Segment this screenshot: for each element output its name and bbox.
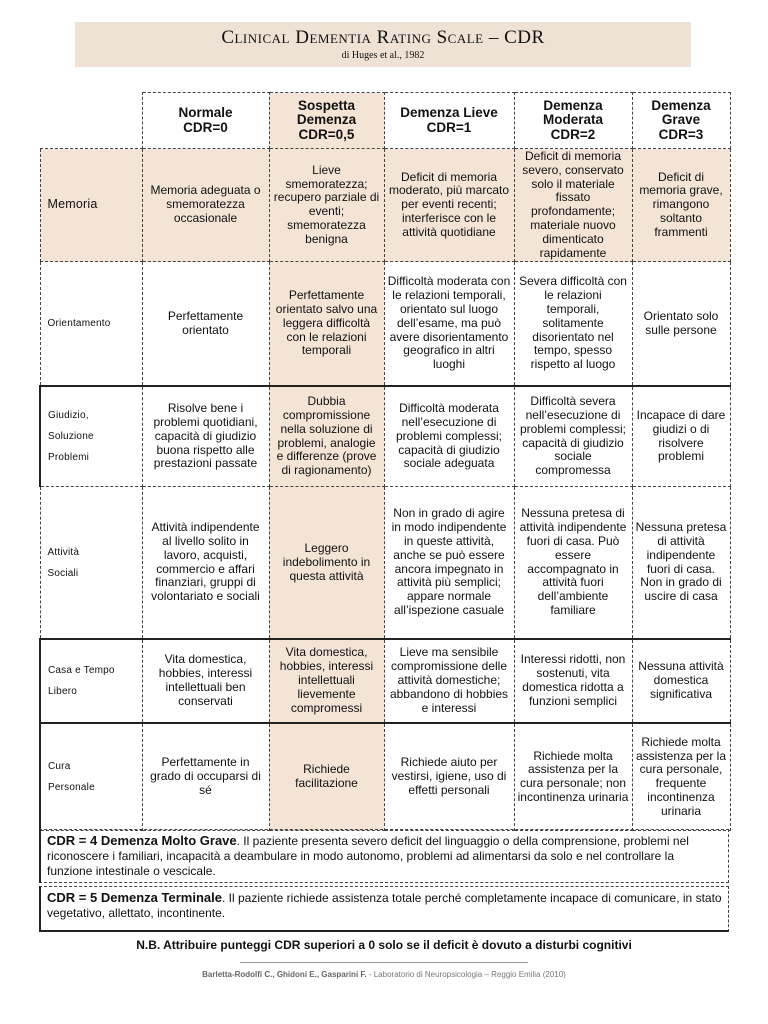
nb-note: N.B. Attribuire punteggi CDR superiori a 0 solo se il deficit è dovuto a disturbi cognitivi <box>136 938 632 952</box>
header-normale: Normale CDR=0 <box>142 93 269 149</box>
footer-rest: - Laboratorio di Neuropsicologia – Reggio Emilia (2010) <box>366 970 566 979</box>
cell-giudizio-1: Difficoltà moderata nell’esecuzione di problemi complessi; capacità di giudizio sociale adeguata <box>384 386 514 487</box>
row-label-giudizio: Giudizio, Soluzione Problemi <box>40 386 142 487</box>
header-sospetta: Sospetta Demenza CDR=0,5 <box>269 93 384 149</box>
footer-credit <box>39 970 729 979</box>
note-cdr5-text: . Il paziente richiede assistenza totale perché completamente incapace di comunicare, in stato vegetativo, allettato, incontinente. <box>47 891 722 920</box>
row-memoria <box>40 149 730 262</box>
cell-cura-2: Richiede molta assistenza per la cura personale; non incontinenza urinaria <box>514 723 632 831</box>
row-label-memoria: Memoria <box>40 149 142 262</box>
document-title: Clinical Dementia Rating Scale – CDR <box>221 27 545 48</box>
cell-attivita-1: Non in grado di agire in modo indipendente in queste attività, anche se può essere ancora impegnato in attività più semplici; appare normale all’ispezione casuale <box>384 487 514 639</box>
cell-giudizio-3: Incapace di dare giudizi o di risolvere problemi <box>632 386 730 487</box>
cell-memoria-2: Deficit di memoria severo, conservato solo il materiale fissato profondamente; materiale nuovo dimenticato rapidamente <box>514 149 632 262</box>
cell-attivita-0: Attività indipendente al livello solito in lavoro, acquisti, commercio e affari finanziari, gruppi di volontariato e sociali <box>142 487 269 639</box>
cell-attivita-05: Leggero indebolimento in questa attività <box>269 487 384 639</box>
document-subtitle: di Huges et al., 1982 <box>341 50 425 61</box>
cell-orientamento-0: Perfettamente orientato <box>142 262 269 386</box>
row-label-casa-tempo-libero: Casa e Tempo Libero <box>40 639 142 723</box>
cell-cura-0: Perfettamente in grado di occuparsi di sé <box>142 723 269 831</box>
cell-memoria-1: Deficit di memoria moderato, più marcato per eventi recenti; interferisce con le attività quotidiane <box>384 149 514 262</box>
row-attivita-sociali <box>40 487 730 639</box>
cell-giudizio-05: Dubbia compromissione nella soluzione di problemi, analogie e differenze (prove di ragionamento) <box>269 386 384 487</box>
cdr-table <box>39 92 731 831</box>
row-cura-personale <box>40 723 730 831</box>
row-orientamento <box>40 262 730 386</box>
row-giudizio <box>40 386 730 487</box>
note-cdr4 <box>39 829 729 883</box>
cell-casa-0: Vita domestica, hobbies, interessi intellettuali ben conservati <box>142 639 269 723</box>
cell-casa-05: Vita domestica, hobbies, interessi intellettuali lievemente compromessi <box>269 639 384 723</box>
document-title-box <box>75 22 691 67</box>
row-casa-tempo-libero <box>40 639 730 723</box>
cell-giudizio-2: Difficoltà severa nell’esecuzione di problemi complessi; capacità di giudizio sociale compromessa <box>514 386 632 487</box>
header-corner <box>40 93 142 149</box>
row-label-orientamento: Orientamento <box>40 262 142 386</box>
note-cdr5-label: CDR = 5 Demenza Terminale <box>47 890 222 905</box>
row-label-attivita-sociali: Attività Sociali <box>40 487 142 639</box>
footer-authors: Barletta-Rodolfi C., Ghidoni E., Gasparini F. <box>202 970 367 979</box>
cell-orientamento-3: Orientato solo sulle persone <box>632 262 730 386</box>
note-cdr4-text: . Il paziente presenta severo deficit del linguaggio o della comprensione, problemi nel riconoscere i familiari, incapacità a deambulare in modo autonomo, problemi ad alimentarsi da solo e nel controllare la funzione intestinale o vescicale. <box>47 834 689 878</box>
header-grave: Demenza Grave CDR=3 <box>632 93 730 149</box>
cell-giudizio-0: Risolve bene i problemi quotidiani, capacità di giudizio buona rispetto alle prestazioni passate <box>142 386 269 487</box>
cell-memoria-0: Memoria adeguata o smemoratezza occasionale <box>142 149 269 262</box>
footer-divider <box>240 962 528 963</box>
cell-attivita-3: Nessuna pretesa di attività indipendente fuori di casa. Non in grado di uscire di casa <box>632 487 730 639</box>
cell-casa-3: Nessuna attività domestica significativa <box>632 639 730 723</box>
header-moderata: Demenza Moderata CDR=2 <box>514 93 632 149</box>
cell-casa-1: Lieve ma sensibile compromissione delle attività domestiche; abbandono di hobbies e interessi <box>384 639 514 723</box>
cell-cura-05: Richiede facilitazione <box>269 723 384 831</box>
cell-orientamento-05: Perfettamente orientato salvo una leggera difficoltà con le relazioni temporali <box>269 262 384 386</box>
cell-cura-3: Richiede molta assistenza per la cura personale, frequente incontinenza urinaria <box>632 723 730 831</box>
note-cdr5 <box>39 886 729 932</box>
header-row <box>40 93 730 149</box>
cell-orientamento-1: Difficoltà moderata con le relazioni temporali, orientato sul luogo dell’esame, ma può avere disorientamento geografico in altri luoghi <box>384 262 514 386</box>
header-lieve: Demenza Lieve CDR=1 <box>384 93 514 149</box>
cell-orientamento-2: Severa difficoltà con le relazioni temporali, solitamente disorientato nel tempo, spesso rispetto al luogo <box>514 262 632 386</box>
cell-casa-2: Interessi ridotti, non sostenuti, vita domestica ridotta a funzioni semplici <box>514 639 632 723</box>
note-cdr4-label: CDR = 4 Demenza Molto Grave <box>47 833 237 848</box>
cell-cura-1: Richiede aiuto per vestirsi, igiene, uso di effetti personali <box>384 723 514 831</box>
cell-memoria-05: Lieve smemoratezza; recupero parziale di eventi; smemoratezza benigna <box>269 149 384 262</box>
cell-memoria-3: Deficit di memoria grave, rimangono soltanto frammenti <box>632 149 730 262</box>
row-label-cura-personale: Cura Personale <box>40 723 142 831</box>
cell-attivita-2: Nessuna pretesa di attività indipendente fuori di casa. Può essere accompagnato in attività fuori dell’ambiente familiare <box>514 487 632 639</box>
